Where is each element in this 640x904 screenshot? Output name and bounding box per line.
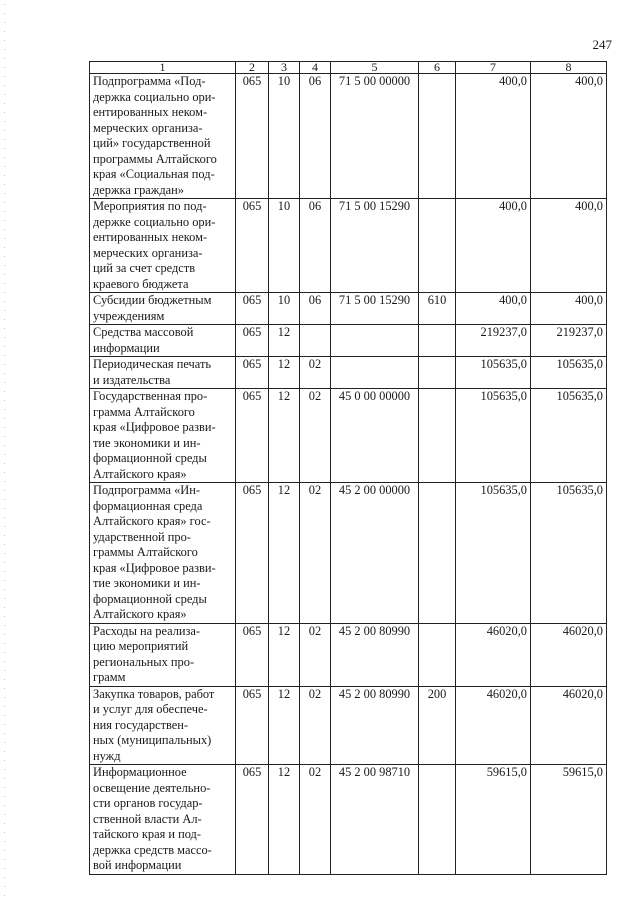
- amount-year-2-cell: 105635,0: [531, 483, 607, 624]
- expense-type-cell: [419, 199, 456, 293]
- row-name-cell: Периодическая печать и издательства: [90, 357, 236, 389]
- column-header: 6: [419, 62, 456, 74]
- target-article-cell: 45 2 00 98710: [331, 765, 419, 875]
- amount-year-1-cell: 219237,0: [456, 325, 531, 357]
- table-row: [90, 199, 607, 293]
- target-article-cell: [331, 325, 419, 357]
- column-header: 2: [236, 62, 269, 74]
- expense-type-cell: 610: [419, 293, 456, 325]
- amount-year-2-cell: 105635,0: [531, 357, 607, 389]
- budget-table: [89, 61, 607, 875]
- table-header-row: [90, 62, 607, 74]
- row-name-cell: Мероприятия по под- держке социально ори- ентированных неком- мерческих организа- ций за счет средств краевого бюджета: [90, 199, 236, 293]
- amount-year-2-cell: 46020,0: [531, 686, 607, 765]
- expense-type-cell: 200: [419, 686, 456, 765]
- expense-type-cell: [419, 623, 456, 686]
- section-code-cell: 12: [269, 765, 300, 875]
- section-code-cell: 12: [269, 325, 300, 357]
- section-code-cell: 10: [269, 293, 300, 325]
- target-article-cell: 45 2 00 80990: [331, 623, 419, 686]
- ministry-code-cell: 065: [236, 199, 269, 293]
- section-code-cell: 10: [269, 199, 300, 293]
- column-header: 5: [331, 62, 419, 74]
- subsection-code-cell: 02: [300, 765, 331, 875]
- amount-year-1-cell: 400,0: [456, 74, 531, 199]
- amount-year-1-cell: 105635,0: [456, 389, 531, 483]
- target-article-cell: 45 0 00 00000: [331, 389, 419, 483]
- expense-type-cell: [419, 483, 456, 624]
- expense-type-cell: [419, 325, 456, 357]
- ministry-code-cell: 065: [236, 389, 269, 483]
- amount-year-2-cell: 400,0: [531, 74, 607, 199]
- table-body: [90, 74, 607, 875]
- table-row: [90, 325, 607, 357]
- row-name-cell: Закупка товаров, работ и услуг для обеспече- ния государствен- ных (муниципальных) нужд: [90, 686, 236, 765]
- expense-type-cell: [419, 389, 456, 483]
- scan-margin-marks: [3, 0, 6, 904]
- target-article-cell: 71 5 00 15290: [331, 199, 419, 293]
- page-number: 247: [592, 37, 612, 52]
- subsection-code-cell: 06: [300, 74, 331, 199]
- row-name-cell: Расходы на реализа- цию мероприятий региональных про- грамм: [90, 623, 236, 686]
- table-row: [90, 293, 607, 325]
- subsection-code-cell: 02: [300, 483, 331, 624]
- section-code-cell: 12: [269, 483, 300, 624]
- subsection-code-cell: [300, 325, 331, 357]
- amount-year-2-cell: 46020,0: [531, 623, 607, 686]
- target-article-cell: 45 2 00 80990: [331, 686, 419, 765]
- section-code-cell: 12: [269, 357, 300, 389]
- section-code-cell: 12: [269, 623, 300, 686]
- subsection-code-cell: 06: [300, 293, 331, 325]
- amount-year-1-cell: 400,0: [456, 293, 531, 325]
- amount-year-2-cell: 59615,0: [531, 765, 607, 875]
- amount-year-2-cell: 400,0: [531, 293, 607, 325]
- table-row: [90, 623, 607, 686]
- subsection-code-cell: 02: [300, 686, 331, 765]
- column-header: 4: [300, 62, 331, 74]
- table-row: [90, 765, 607, 875]
- amount-year-1-cell: 400,0: [456, 199, 531, 293]
- target-article-cell: 45 2 00 00000: [331, 483, 419, 624]
- table-row: [90, 74, 607, 199]
- ministry-code-cell: 065: [236, 293, 269, 325]
- column-header: 3: [269, 62, 300, 74]
- column-header: 8: [531, 62, 607, 74]
- target-article-cell: 71 5 00 15290: [331, 293, 419, 325]
- amount-year-2-cell: 219237,0: [531, 325, 607, 357]
- section-code-cell: 12: [269, 686, 300, 765]
- table-row: [90, 483, 607, 624]
- ministry-code-cell: 065: [236, 74, 269, 199]
- subsection-code-cell: 02: [300, 389, 331, 483]
- section-code-cell: 12: [269, 389, 300, 483]
- row-name-cell: Подпрограмма «Под- держка социально ори- ентированных неком- мерческих организа- ций» государственной программы Алтайского края «Социальная под- держка граждан»: [90, 74, 236, 199]
- ministry-code-cell: 065: [236, 325, 269, 357]
- amount-year-1-cell: 46020,0: [456, 686, 531, 765]
- table-row: [90, 389, 607, 483]
- expense-type-cell: [419, 357, 456, 389]
- row-name-cell: Субсидии бюджетным учреждениям: [90, 293, 236, 325]
- row-name-cell: Государственная про- грамма Алтайского края «Цифровое разви- тие экономики и ин- формационной среды Алтайского края»: [90, 389, 236, 483]
- amount-year-2-cell: 105635,0: [531, 389, 607, 483]
- amount-year-2-cell: 400,0: [531, 199, 607, 293]
- row-name-cell: Подпрограмма «Ин- формационная среда Алтайского края» гос- ударственной про- граммы Алтайского края «Цифровое разви- тие экономики и ин- формационной среды Алтайского края»: [90, 483, 236, 624]
- column-header: 1: [90, 62, 236, 74]
- ministry-code-cell: 065: [236, 765, 269, 875]
- section-code-cell: 10: [269, 74, 300, 199]
- column-header: 7: [456, 62, 531, 74]
- subsection-code-cell: 06: [300, 199, 331, 293]
- row-name-cell: Средства массовой информации: [90, 325, 236, 357]
- amount-year-1-cell: 46020,0: [456, 623, 531, 686]
- target-article-cell: [331, 357, 419, 389]
- table-row: [90, 686, 607, 765]
- ministry-code-cell: 065: [236, 686, 269, 765]
- row-name-cell: Информационное освещение деятельно- сти органов государ- ственной власти Ал- тайского края и под- держка средств массо- вой информации: [90, 765, 236, 875]
- amount-year-1-cell: 59615,0: [456, 765, 531, 875]
- expense-type-cell: [419, 74, 456, 199]
- expense-type-cell: [419, 765, 456, 875]
- ministry-code-cell: 065: [236, 483, 269, 624]
- amount-year-1-cell: 105635,0: [456, 483, 531, 624]
- subsection-code-cell: 02: [300, 623, 331, 686]
- amount-year-1-cell: 105635,0: [456, 357, 531, 389]
- subsection-code-cell: 02: [300, 357, 331, 389]
- ministry-code-cell: 065: [236, 623, 269, 686]
- target-article-cell: 71 5 00 00000: [331, 74, 419, 199]
- table-row: [90, 357, 607, 389]
- ministry-code-cell: 065: [236, 357, 269, 389]
